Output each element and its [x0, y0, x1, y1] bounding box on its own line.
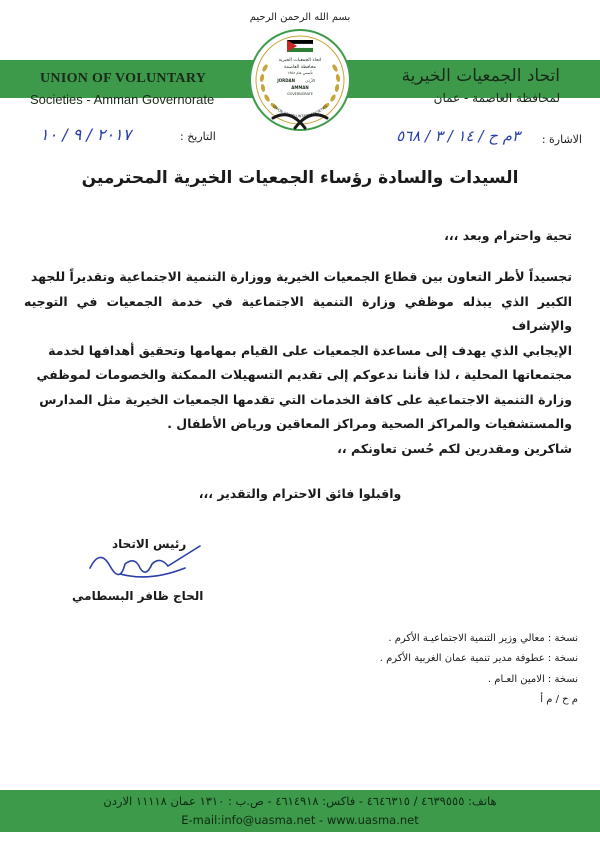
logo-text-en-2: AMMAN [291, 85, 309, 90]
body-line: شاكرين ومقدرين لكم حُسن تعاونكم ،، [337, 440, 572, 456]
greeting: تحية واحترام وبعد ،،، [444, 228, 572, 243]
date-label: التاريخ : [180, 130, 216, 143]
body-line: الإيجابي الذي يهدف إلى مساعدة الجمعيات على القيام بمهامها وتحقيق أهدافها لخدمة [48, 342, 572, 358]
copy-line: نسخة : عطوفة مدير تنمية عمان الغربية الأكرم . [379, 653, 578, 664]
letter-body [24, 265, 572, 461]
body-line: وزارة التنمية الاجتماعية على كافة الخدمات التي تقدمها الجمعيات الخيرية مثل المدارس [39, 391, 572, 407]
handwritten-signature [80, 538, 210, 588]
body-line: والمستشفيات والمراكز الصحية ومراكز المعاقين ورياض الأطفال . [167, 416, 572, 431]
recipient-heading: السيدات والسادة رؤساء الجمعيات الخيرية المحترمين [81, 168, 519, 188]
closing-line: واقبلوا فائق الاحترام والتقدير ،،، [198, 486, 402, 501]
logo-text-ar-1: اتحاد الجمعيات الخيرية [278, 58, 322, 63]
body-line: مجتمعاتها المحلية ، لذا فأننا ندعوكم إلى تقديم التسهيلات الممكنة والخصومات لموظفي [36, 367, 572, 382]
reference-label: الاشارة : [541, 133, 582, 146]
header-english-line2: Societies - Amman Governorate [30, 92, 215, 107]
copy-line: نسخة : الامين العـام . [487, 674, 578, 685]
footer-contact: هاتف: ٤٦٣٩٥٥٥ / ٤٦٤٦٣١٥ - فاكس: ٤٦١٤٩١٨ - ص.ب : ١٣١٠ عمان ١١١١٨ الاردن [103, 794, 497, 808]
signatory-title: رئيس الاتحاد [112, 537, 187, 551]
union-emblem-logo [245, 28, 355, 138]
header-arabic-line2: لمحافظة العاصمة - عمان [433, 91, 560, 105]
logo-text-year: تأسس عام ١٩٥٨ [287, 71, 313, 75]
date-value-handwritten: ٢٠١٧ / ٩ / ١٠ [40, 125, 132, 144]
jordan-flag-icon [287, 40, 313, 52]
signatory-name: الحاج ظافر البسطامي [72, 589, 204, 603]
header-arabic-line1: اتحاد الجمعيات الخيرية [401, 66, 560, 86]
logo-text-en-1: JORDAN [277, 78, 295, 83]
header-english-line1: UNION OF VOLUNTARY [40, 71, 207, 86]
reference-initials: م ح / م أ [540, 694, 578, 705]
logo-ring-text: UNION OF VOLUNTARY SOCIETIES [271, 104, 329, 119]
body-line: تجسيداً لأطر التعاون بين قطاع الجمعيات الخيرية ووزارة التنمية الاجتماعية وتقديراً للجهد [30, 269, 572, 284]
logo-text-en-3: GOVERNORATE [287, 92, 313, 96]
copy-line: نسخة : معالي وزير التنمية الاجتماعيـة الأكرم . [388, 633, 578, 644]
logo-text-ar-3: الأردن [305, 78, 316, 83]
body-line: الكبير الذي يبذله موظفي وزارة التنمية الاجتماعية في خدمة الجمعيات في التوجيه والإشراف [24, 293, 572, 333]
reference-value-handwritten: ٣م ح / ١٤ / ٣ / ٥٦٨ [396, 127, 520, 145]
basmala: بسم الله الرحمن الرحيم [249, 12, 351, 23]
logo-text-ar-2: محافظة العاصمة [283, 65, 317, 70]
footer-web: E-mail:info@uasma.net - www.uasma.net [181, 813, 419, 827]
